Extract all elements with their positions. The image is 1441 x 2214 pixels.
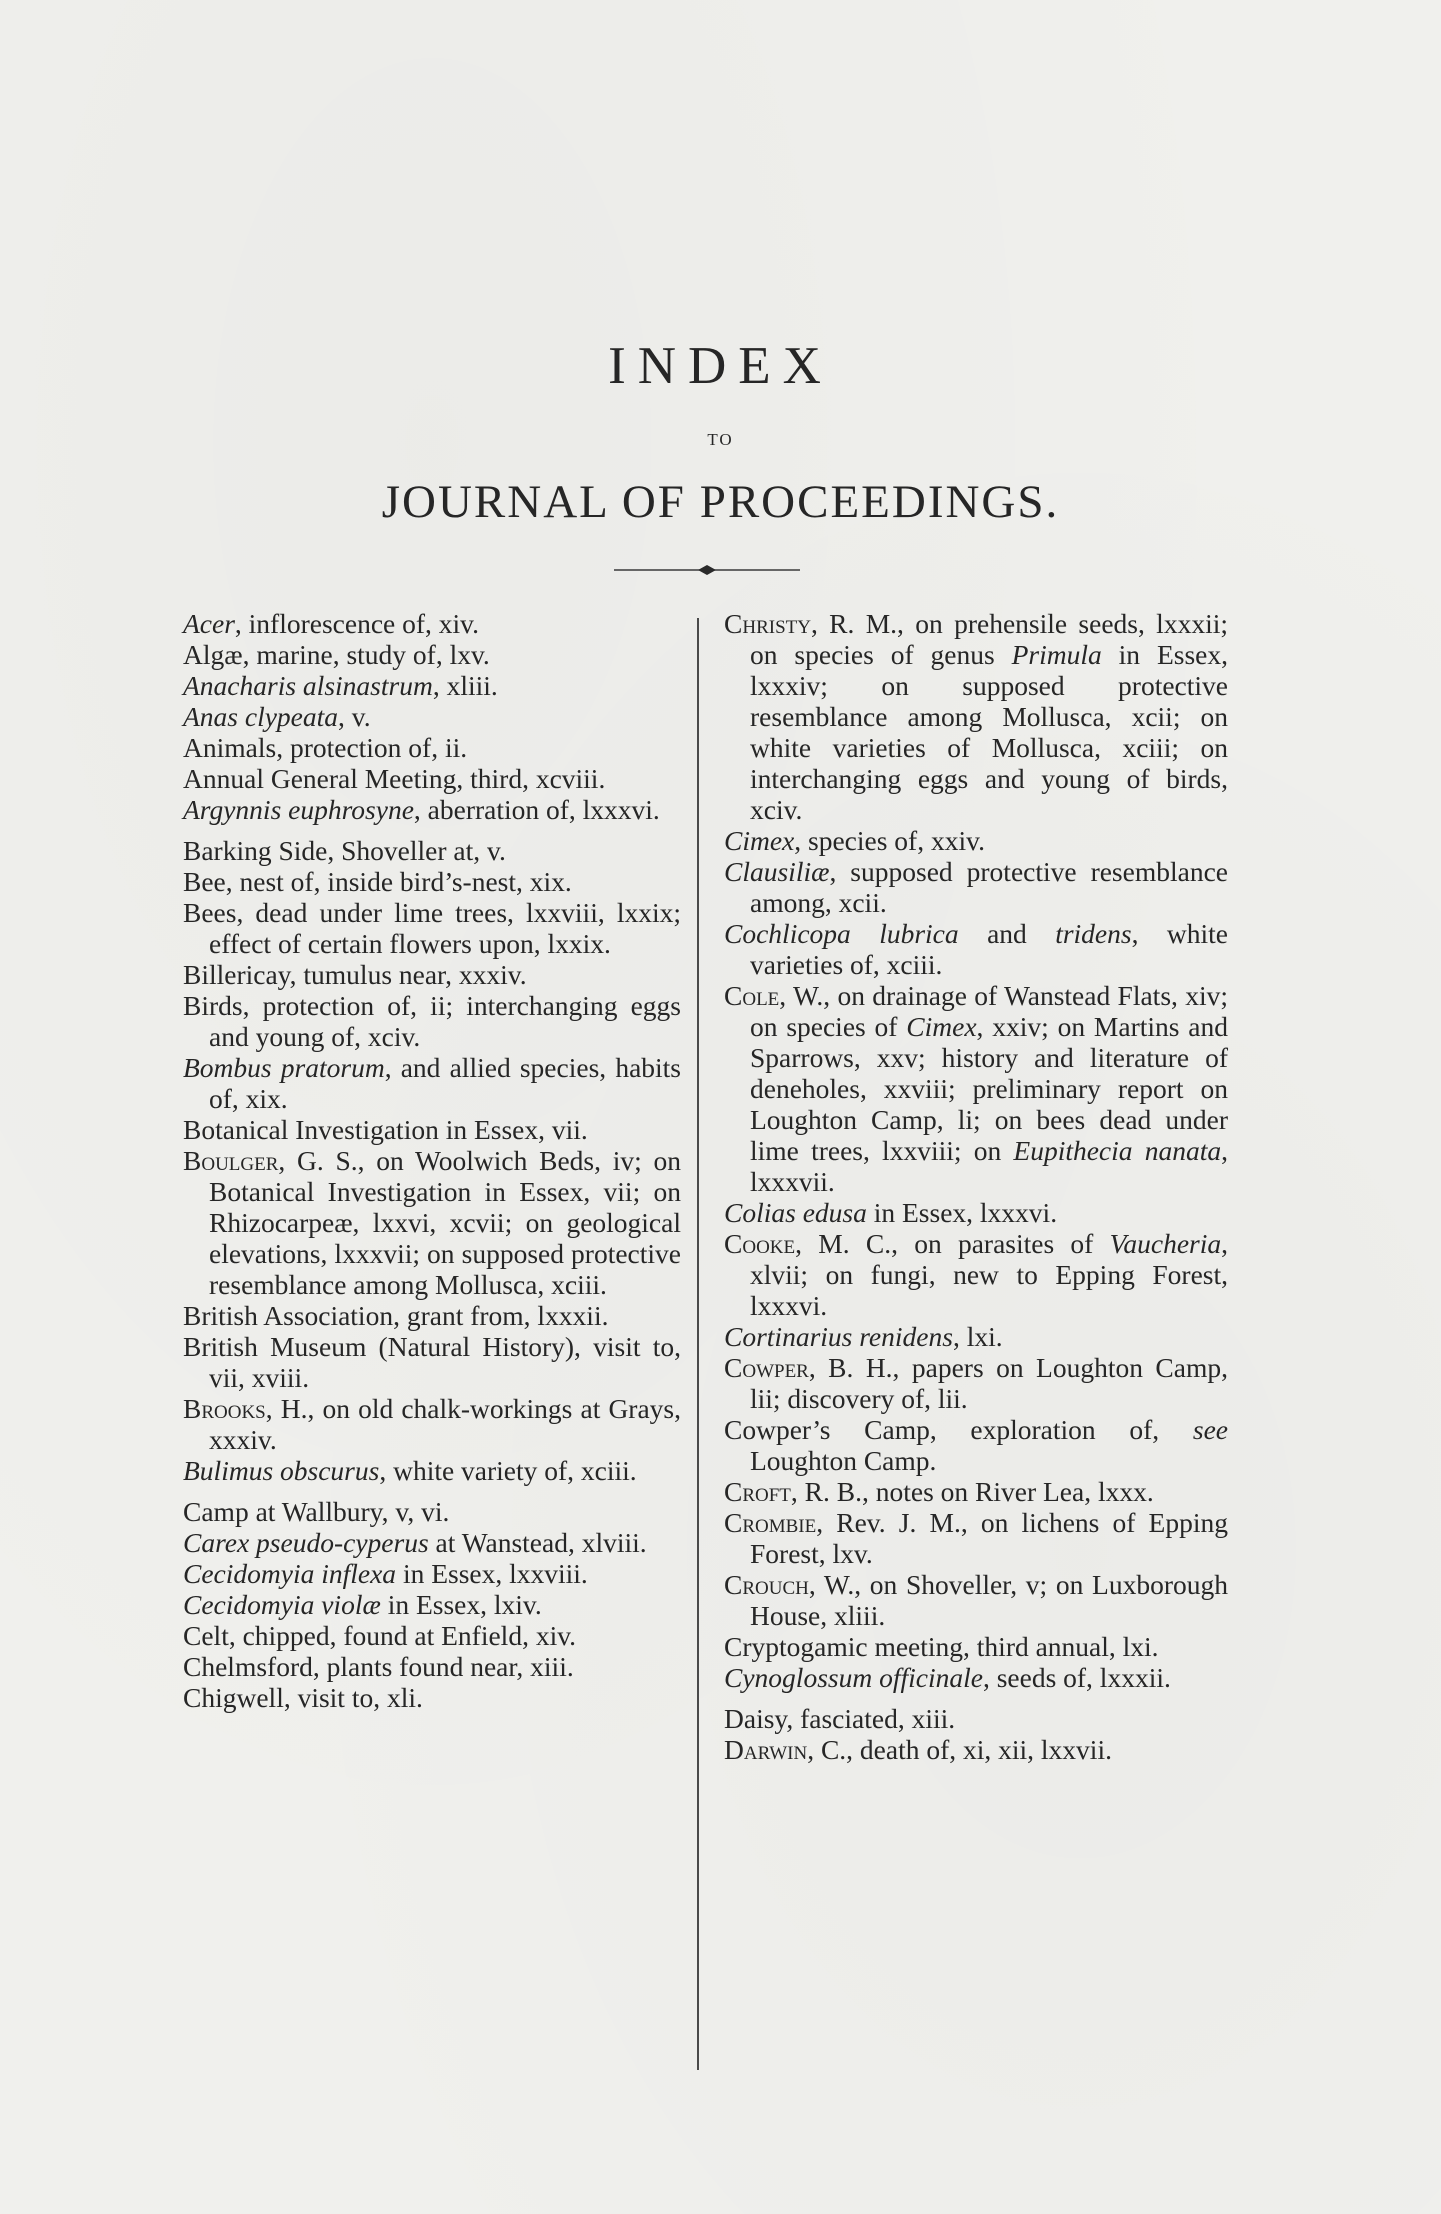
index-entry-text: Annual General Meeting, third, xcviii. <box>183 763 606 794</box>
index-entry-text: , v. <box>338 701 371 732</box>
index-entry <box>724 1734 1228 1765</box>
index-entry-italic: Anacharis alsinastrum <box>183 670 433 701</box>
index-entry-author: Brooks <box>183 1393 266 1424</box>
index-entry <box>183 1589 681 1620</box>
index-entry-text: , lxxxvii. <box>750 1135 1228 1197</box>
index-entry-italic: tridens <box>1055 918 1132 949</box>
index-entry-author: Crouch <box>724 1569 809 1600</box>
index-entry-text: in Essex, lxxxiv; on supposed protective resemblance among Mollusca, xcii; on white varieties of Mollusca, xciii; on interchanging eggs and young of birds, xciv. <box>750 639 1228 825</box>
index-entry <box>183 1145 681 1300</box>
index-entry-text: , xliii. <box>432 670 498 701</box>
index-entry <box>183 670 681 701</box>
index-entry <box>724 1703 1228 1734</box>
index-column-right <box>724 608 1228 1765</box>
index-entry-author: Darwin <box>724 1734 808 1765</box>
page-subtitle: JOURNAL OF PROCEEDINGS. <box>381 476 1060 528</box>
index-entry-text: Loughton Camp. <box>750 1445 937 1476</box>
index-entry <box>183 701 681 732</box>
index-entry <box>183 1331 681 1393</box>
index-entry-italic: Colias edusa <box>724 1197 867 1228</box>
index-entry-text: , R. M., on prehensile seeds, lxxxii; on species of genus <box>750 608 1228 670</box>
index-entry-text: , white variety of, xciii. <box>379 1455 637 1486</box>
index-entry-text: , xxiv; on Martins and Sparrows, xxv; history and literature of deneholes, xxviii; preliminary report on Loughton Camp, li; on bees dead under lime trees, lxxviii; on <box>750 1011 1228 1166</box>
index-entry <box>724 1631 1228 1662</box>
index-entry-author: Cooke <box>724 1228 796 1259</box>
index-entry-text: in Essex, lxiv. <box>380 1589 542 1620</box>
index-entry-italic: Cynoglossum officinale <box>724 1662 983 1693</box>
index-entry-text: , M. C., on parasites of <box>795 1228 1110 1259</box>
index-entry-text: , Rev. J. M., on lichens of Epping Forest, lxv. <box>750 1507 1228 1569</box>
index-entry-text: , C., death of, xi, xii, lxxvii. <box>807 1734 1112 1765</box>
index-entry-italic: Cimex <box>724 825 795 856</box>
index-entry <box>183 732 681 763</box>
index-entry-text: Bee, nest of, inside bird’s-nest, xix. <box>183 866 572 897</box>
index-entry-text: Bees, dead under lime trees, lxxviii, lxxix; effect of certain flowers upon, lxxix. <box>183 897 681 959</box>
index-entry-text: Cowper’s Camp, exploration of, <box>724 1414 1193 1445</box>
index-entry <box>183 639 681 670</box>
index-entry <box>183 794 681 825</box>
index-entry-text: Barking Side, Shoveller at, v. <box>183 835 506 866</box>
index-entry <box>724 980 1228 1197</box>
index-entry-italic: Argynnis euphrosyne <box>183 794 414 825</box>
index-entry <box>183 990 681 1052</box>
index-entry-author: Cowper <box>724 1352 809 1383</box>
index-entry-text: Celt, chipped, found at Enfield, xiv. <box>183 1620 577 1651</box>
index-entry-text: , seeds of, lxxxii. <box>982 1662 1171 1693</box>
index-entry <box>183 1114 681 1145</box>
index-entry <box>724 1476 1228 1507</box>
index-entry-text: , H., on old chalk-workings at Grays, xxxiv. <box>209 1393 681 1455</box>
index-entry <box>724 1507 1228 1569</box>
index-entry-italic: Eupithecia nanata <box>1013 1135 1222 1166</box>
index-entry-text: Cryptogamic meeting, third annual, lxi. <box>724 1631 1159 1662</box>
index-entry-text: British Association, grant from, lxxxii. <box>183 1300 609 1331</box>
index-entry-text: , species of, xxiv. <box>794 825 985 856</box>
index-column-left <box>183 608 681 1713</box>
index-entry-italic: Carex pseudo-cyperus <box>183 1527 429 1558</box>
index-entry <box>183 866 681 897</box>
index-entry <box>183 1496 681 1527</box>
title-connector: TO <box>707 430 734 449</box>
index-entry-author: Crombie <box>724 1507 817 1538</box>
index-entry-italic: Anas clypeata <box>183 701 339 732</box>
index-entry <box>183 608 681 639</box>
index-entry-text: in Essex, lxxxvi. <box>866 1197 1058 1228</box>
index-entry <box>183 959 681 990</box>
index-entry-italic: Cimex <box>906 1011 977 1042</box>
index-entry-text: Chigwell, visit to, xli. <box>183 1682 423 1713</box>
index-entry-italic: Vaucheria <box>1109 1228 1222 1259</box>
index-entry-text: Billericay, tumulus near, xxxiv. <box>183 959 527 990</box>
index-entry <box>183 1620 681 1651</box>
index-entry-text: Animals, protection of, ii. <box>183 732 468 763</box>
index-entry-text: , white varieties of, xciii. <box>750 918 1228 980</box>
index-entry-text: , B. H., papers on Loughton Camp, lii; discovery of, lii. <box>750 1352 1228 1414</box>
index-entry-italic: Cortinarius renidens <box>724 1321 953 1352</box>
index-entry-text: , R. B., notes on River Lea, lxxx. <box>790 1476 1154 1507</box>
index-entry <box>724 825 1228 856</box>
index-entry-text: , lxi. <box>952 1321 1003 1352</box>
index-entry <box>183 1558 681 1589</box>
column-divider <box>697 618 699 2070</box>
index-entry-text: , inflorescence of, xiv. <box>234 608 480 639</box>
index-entry-text: at Wanstead, xlviii. <box>428 1527 647 1558</box>
index-entry <box>724 608 1228 825</box>
index-entry-text: , aberration of, lxxxvi. <box>413 794 660 825</box>
index-entry-text: Botanical Investigation in Essex, vii. <box>183 1114 588 1145</box>
index-entry-italic: Cochlicopa lubrica <box>724 918 959 949</box>
index-entry-text: Daisy, fasciated, xiii. <box>724 1703 956 1734</box>
index-entry-text: Algæ, marine, study of, lxv. <box>183 639 490 670</box>
index-entry-italic: Cecidomyia violæ <box>183 1589 381 1620</box>
index-entry-text: , xlvii; on fungi, new to Epping Forest, lxxxvi. <box>750 1228 1228 1321</box>
index-entry <box>183 835 681 866</box>
index-entry-italic: Cecidomyia inflexa <box>183 1558 397 1589</box>
index-entry-text: Camp at Wallbury, v, vi. <box>183 1496 450 1527</box>
index-entry <box>724 1197 1228 1228</box>
index-entry-italic: Bombus pratorum <box>183 1052 385 1083</box>
index-entry-text: , and allied species, habits of, xix. <box>209 1052 682 1114</box>
page-title: INDEX <box>608 337 833 395</box>
index-entry <box>183 1682 681 1713</box>
index-entry-text: , W., on Shoveller, v; on Luxborough House, xliii. <box>750 1569 1228 1631</box>
index-entry <box>183 1455 681 1486</box>
index-entry-text: Chelmsford, plants found near, xiii. <box>183 1651 574 1682</box>
index-entry <box>183 1300 681 1331</box>
index-entry-text: and <box>958 918 1056 949</box>
index-entry-italic: Acer <box>183 608 235 639</box>
index-entry-author: Christy <box>724 608 811 639</box>
index-entry <box>183 763 681 794</box>
index-entry-italic: see <box>1192 1414 1228 1445</box>
index-entry-italic: Clausiliæ <box>724 856 830 887</box>
index-entry <box>724 1321 1228 1352</box>
index-entry-text: , W., on drainage of Wanstead Flats, xiv; on species of <box>750 980 1228 1042</box>
index-entry <box>724 1228 1228 1321</box>
index-entry <box>724 856 1228 918</box>
ornament-divider <box>614 565 800 575</box>
index-entry-author: Boulger <box>183 1145 279 1176</box>
index-entry <box>724 918 1228 980</box>
index-entry-author: Cole <box>724 980 780 1011</box>
index-entry-author: Croft <box>724 1476 791 1507</box>
index-entry <box>183 1527 681 1558</box>
index-entry <box>724 1569 1228 1631</box>
index-entry <box>724 1352 1228 1414</box>
index-entry-text: in Essex, lxxviii. <box>396 1558 588 1589</box>
index-entry-text: British Museum (Natural History), visit to, vii, xviii. <box>183 1331 681 1393</box>
index-entry <box>183 1393 681 1455</box>
index-entry-text: Birds, protection of, ii; interchanging eggs and young of, xciv. <box>183 990 681 1052</box>
index-entry <box>183 1052 681 1114</box>
index-entry <box>724 1662 1228 1693</box>
index-entry-italic: Primula <box>1011 639 1102 670</box>
index-entry-text: , supposed protective resemblance among, xcii. <box>750 856 1228 918</box>
index-entry <box>183 1651 681 1682</box>
index-entry <box>183 897 681 959</box>
index-entry-italic: Bulimus obscurus <box>183 1455 380 1486</box>
index-entry <box>724 1414 1228 1476</box>
index-entry-text: , G. S., on Woolwich Beds, iv; on Botanical Investigation in Essex, vii; on Rhizocarpeæ, lxxvi, xcvii; on geological elevations, lxxxvii; on supposed protective resemblance among Mollusca, xciii. <box>209 1145 681 1300</box>
